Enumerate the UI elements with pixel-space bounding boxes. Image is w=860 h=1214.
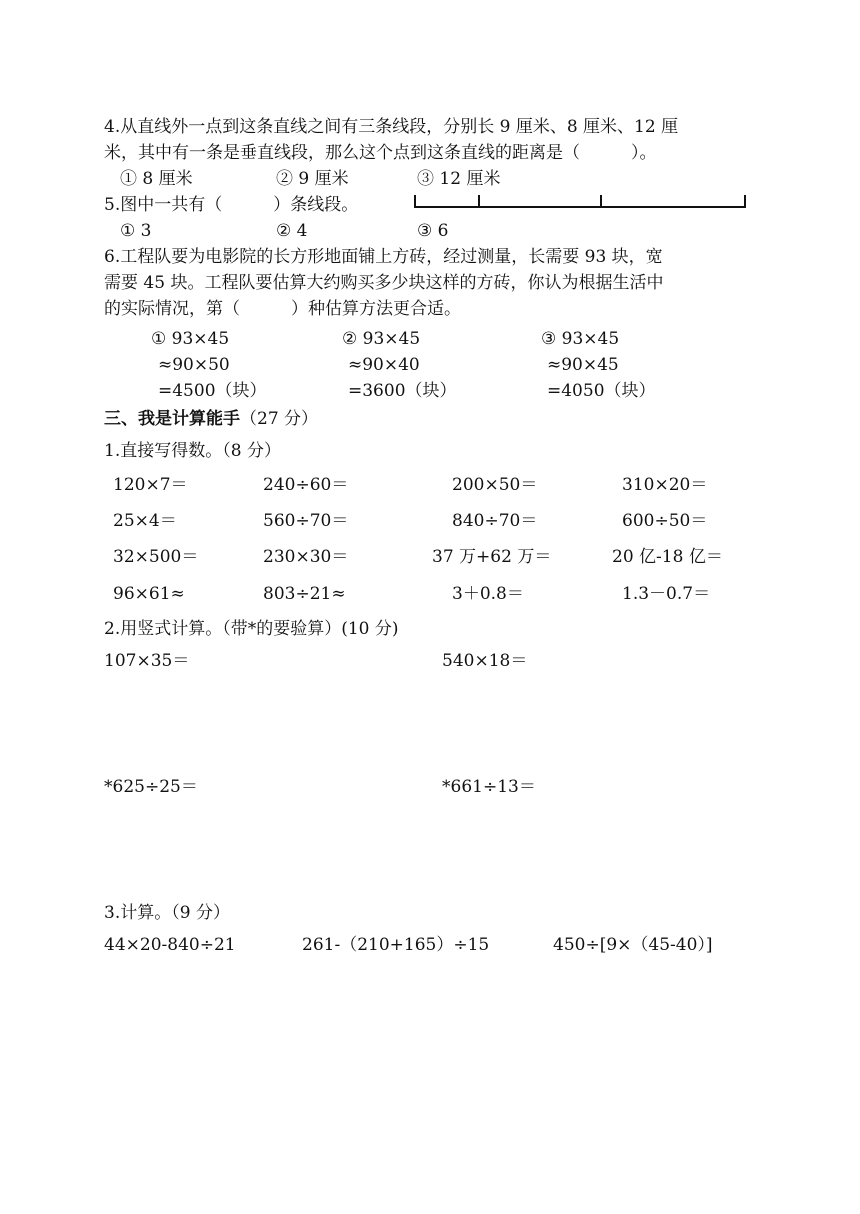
q6-method-1-line1: ① 93×45	[151, 329, 230, 349]
q6-method-1-line2: ≈90×50	[158, 355, 230, 375]
q4-option-3: ③ 12 厘米	[417, 169, 501, 189]
q6-line1: 6.工程队要为电影院的长方形地面铺上方砖，经过测量，长需要 93 块，宽	[104, 247, 663, 267]
q5-option-2: ② 4	[276, 221, 308, 241]
section-heading	[104, 408, 318, 430]
s1-r2-c2: 560÷70＝	[263, 511, 349, 531]
s1-r1-c3: 200×50＝	[452, 475, 538, 495]
s3-item-2: 261-（210+165）÷15	[302, 935, 490, 955]
line-segment-figure	[414, 192, 746, 210]
s2-item-3: *625÷25＝	[104, 777, 198, 797]
s1-r1-c4: 310×20＝	[622, 475, 708, 495]
s1-r3-c2: 230×30＝	[263, 547, 349, 567]
s2-item-4: *661÷13＝	[442, 777, 536, 797]
q6-method-2-line3: =3600（块）	[348, 381, 457, 401]
s1-r1-c2: 240÷60＝	[263, 475, 349, 495]
s1-r4-c3: 3＋0.8＝	[452, 584, 524, 604]
s1-r4-c1: 96×61≈	[113, 584, 185, 604]
q6-method-3-line3: =4050（块）	[547, 381, 656, 401]
q5-option-1: ① 3	[120, 221, 152, 241]
q4-line2: 米，其中有一条是垂直线段，那么这个点到这条直线的距离是（ ）。	[104, 143, 657, 163]
q6-method-3-line2: ≈90×45	[547, 355, 619, 375]
s2-item-2: 540×18＝	[442, 651, 528, 671]
s3-item-3: 450÷[9×（45-40）]	[553, 935, 713, 955]
q6-method-2-line2: ≈90×40	[348, 355, 420, 375]
s1-r1-c1: 120×7＝	[113, 475, 188, 495]
s2-item-1: 107×35＝	[104, 651, 190, 671]
q5-text: 5.图中一共有（ ）条线段。	[104, 195, 359, 215]
s3-title: 3.计算。（9 分）	[104, 903, 230, 923]
q6-line2: 需要 45 块。工程队要估算大约购买多少块这样的方砖，你认为根据生活中	[104, 273, 664, 293]
q4-option-2: ② 9 厘米	[276, 169, 349, 189]
section-heading-title: 三、我是计算能手	[104, 409, 240, 429]
q6-method-1-line3: =4500（块）	[158, 381, 267, 401]
s1-r3-c3: 37 万+62 万＝	[432, 547, 552, 567]
s1-r2-c1: 25×4＝	[113, 511, 177, 531]
s1-r3-c1: 32×500＝	[113, 547, 199, 567]
s1-title: 1.直接写得数。（8 分）	[104, 441, 281, 461]
q4-option-1: ① 8 厘米	[120, 169, 193, 189]
s2-title: 2.用竖式计算。（带*的要验算）(10 分)	[104, 619, 399, 639]
q4-line1: 4.从直线外一点到这条直线之间有三条线段，分别长 9 厘米、8 厘米、12 厘	[104, 117, 679, 137]
q6-line3: 的实际情况，第（ ）种估算方法更合适。	[104, 299, 461, 319]
s1-r4-c2: 803÷21≈	[263, 584, 346, 604]
s3-item-1: 44×20-840÷21	[104, 935, 236, 955]
q6-method-3-line1: ③ 93×45	[541, 329, 620, 349]
s1-r2-c4: 600÷50＝	[622, 511, 708, 531]
q6-method-2-line1: ② 93×45	[342, 329, 421, 349]
section-heading-score: （27 分）	[240, 409, 319, 429]
s1-r3-c4: 20 亿-18 亿＝	[612, 547, 723, 567]
q5-option-3: ③ 6	[417, 221, 449, 241]
s1-r4-c4: 1.3－0.7＝	[622, 584, 711, 604]
s1-r2-c3: 840÷70＝	[452, 511, 538, 531]
